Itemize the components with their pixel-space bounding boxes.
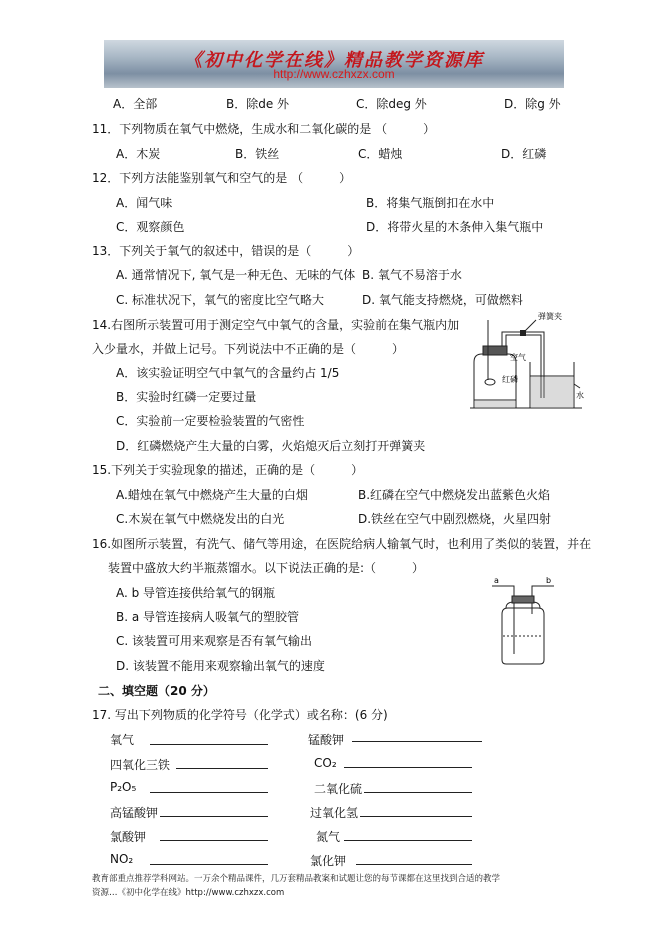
q17-right-item: 氯化钾 bbox=[310, 854, 347, 868]
q12-option-c: C．观察颜色 bbox=[116, 220, 185, 234]
q17-left-item: 四氧化三铁 bbox=[110, 758, 171, 772]
q17-stem: 17. 写出下列物质的化学符号（化学式）或名称：(6 分) bbox=[92, 708, 388, 722]
answer-blank[interactable] bbox=[160, 816, 268, 817]
fig14-phosphorus-label: 红磷 bbox=[502, 375, 518, 384]
q12-option-a: A．闻气味 bbox=[116, 196, 173, 210]
q17-right-item: 氮气 bbox=[316, 830, 341, 844]
q15-option-c: C.木炭在氧气中燃烧发出的白光 bbox=[116, 512, 285, 526]
q11-option-c: C．蜡烛 bbox=[358, 147, 403, 161]
q16-option-b: B. a 导管连接病人吸氧气的塑胶管 bbox=[116, 610, 300, 624]
q14-stem-line1: 14.右图所示装置可用于测定空气中氧气的含量，实验前在集气瓶内加 bbox=[92, 318, 460, 332]
answer-blank[interactable] bbox=[150, 744, 268, 745]
answer-blank[interactable] bbox=[364, 792, 472, 793]
q16-option-a: A. b 导管连接供给氧气的钢瓶 bbox=[116, 586, 276, 600]
q14-option-d: D．红磷燃烧产生大量的白雾，火焰熄灭后立刻打开弹簧夹 bbox=[116, 439, 426, 453]
answer-blank[interactable] bbox=[150, 792, 268, 793]
q14-option-a: A．该实验证明空气中氧气的含量约占 1/5 bbox=[116, 366, 340, 380]
fig16-tube-a-label: a bbox=[494, 576, 499, 585]
q17-right-item: CO₂ bbox=[314, 756, 337, 770]
answer-blank[interactable] bbox=[150, 864, 268, 865]
gas-washing-bottle-figure bbox=[488, 574, 558, 666]
q17-left-item: P₂O₅ bbox=[110, 780, 137, 794]
footer-line-1: 教育部重点推荐学科网站。一万余个精品课件，几万套精品教案和试题让您的每节课都在这里找到合适的教学 bbox=[92, 874, 501, 884]
answer-blank[interactable] bbox=[344, 840, 472, 841]
q11-option-d: D．红磷 bbox=[501, 147, 547, 161]
fig14-air-label: 空气 bbox=[510, 353, 526, 362]
q17-right-item: 二氧化硫 bbox=[314, 782, 363, 796]
q16-option-c: C. 该装置可用来观察是否有氧气输出 bbox=[116, 634, 313, 648]
q13-stem: 13．下列关于氧气的叙述中，错误的是（ ） bbox=[92, 244, 360, 258]
q17-right-item: 过氧化氢 bbox=[310, 806, 359, 820]
q13-option-d: D. 氧气能支持燃烧，可做燃料 bbox=[362, 293, 523, 307]
q10-option-a: A．全部 bbox=[113, 97, 158, 111]
fig16-tube-b-label: b bbox=[546, 576, 552, 585]
q15-option-b: B.红磷在空气中燃烧发出蓝紫色火焰 bbox=[358, 488, 551, 502]
section-2-title: 二、填空题（20 分） bbox=[98, 684, 215, 698]
answer-blank[interactable] bbox=[356, 864, 472, 865]
header-banner bbox=[104, 40, 564, 88]
q12-option-b: B．将集气瓶倒扣在水中 bbox=[366, 196, 495, 210]
q13-option-b: B. 氧气不易溶于水 bbox=[362, 268, 462, 282]
q10-option-c: C．除deg 外 bbox=[356, 97, 427, 111]
q12-option-d: D．将带火星的木条伸入集气瓶中 bbox=[366, 220, 544, 234]
answer-blank[interactable] bbox=[344, 767, 472, 768]
q15-option-d: D.铁丝在空气中剧烈燃烧，火星四射 bbox=[358, 512, 552, 526]
q15-stem: 15.下列关于实验现象的描述，正确的是（ ） bbox=[92, 463, 364, 477]
q17-left-item: 氧气 bbox=[110, 733, 135, 747]
answer-blank[interactable] bbox=[352, 741, 482, 742]
banner-url[interactable]: http://www.czhxzx.com bbox=[273, 67, 395, 81]
q13-option-c: C. 标准状况下，氧气的密度比空气略大 bbox=[116, 293, 325, 307]
answer-blank[interactable] bbox=[160, 840, 268, 841]
q10-option-b: B．除de 外 bbox=[226, 97, 290, 111]
q17-left-item: 氯酸钾 bbox=[110, 830, 147, 844]
q12-stem: 12．下列方法能鉴别氧气和空气的是 （ ） bbox=[92, 171, 352, 185]
q17-right-item: 锰酸钾 bbox=[308, 733, 345, 747]
footer-line-2[interactable]: 资源…《初中化学在线》http://www.czhxzx.com bbox=[92, 888, 285, 898]
fig14-water-label: 水 bbox=[576, 391, 584, 400]
q14-option-c: C．实验前一定要检验装置的气密性 bbox=[116, 414, 305, 428]
q16-stem-line2: 装置中盛放大约半瓶蒸馏水。以下说法正确的是:（ ） bbox=[108, 561, 425, 575]
q14-stem-line2: 入少量水，并做上记号。下列说法中不正确的是（ ） bbox=[92, 342, 405, 356]
q11-option-b: B．铁丝 bbox=[235, 147, 280, 161]
q11-stem: 11．下列物质在氧气中燃烧，生成水和二氧化碳的是 （ ） bbox=[92, 122, 436, 136]
q11-option-a: A．木炭 bbox=[116, 147, 161, 161]
q16-stem-line1: 16.如图所示装置，有洗气、储气等用途，在医院给病人输氧气时，也利用了类似的装置，并在 bbox=[92, 537, 592, 551]
q17-left-item: 高锰酸钾 bbox=[110, 806, 159, 820]
answer-blank[interactable] bbox=[176, 768, 268, 769]
answer-blank[interactable] bbox=[360, 816, 472, 817]
banner-title: 《初中化学在线》精品教学资源库 bbox=[184, 50, 484, 71]
oxygen-content-apparatus-figure bbox=[466, 310, 586, 410]
q15-option-a: A.蜡烛在氧气中燃烧产生大量的白烟 bbox=[116, 488, 308, 502]
q17-left-item: NO₂ bbox=[110, 852, 134, 866]
fig14-clip-label: 弹簧夹 bbox=[538, 312, 562, 321]
q13-option-a: A. 通常情况下, 氧气是一种无色、无味的气体 bbox=[116, 268, 356, 282]
q16-option-d: D. 该装置不能用来观察输出氧气的速度 bbox=[116, 659, 325, 673]
q14-option-b: B．实验时红磷一定要过量 bbox=[116, 390, 257, 404]
q10-option-d: D．除g 外 bbox=[504, 97, 561, 111]
